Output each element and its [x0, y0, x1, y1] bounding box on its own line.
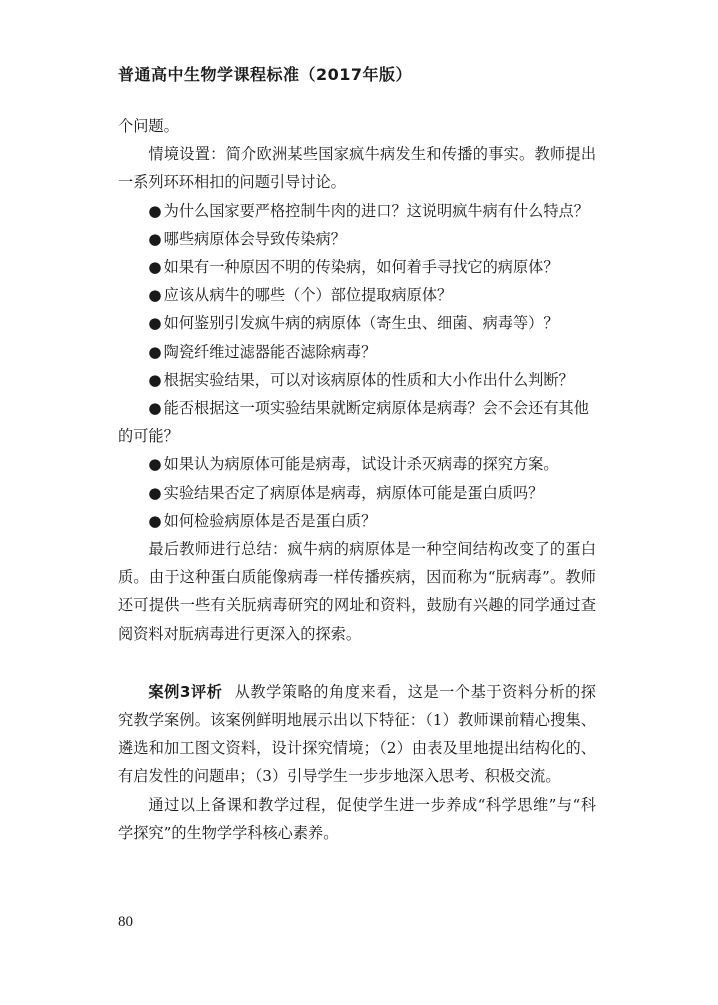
- bullet-icon: ●: [148, 314, 162, 333]
- scenario-paragraph: 情境设置：简介欧洲某些国家疯牛病发生和传播的事实。教师提出一系列环环相扣的问题引导讨论。: [118, 145, 596, 192]
- list-item: ● 陶瓷纤维过滤器能否滤除病毒？: [148, 342, 377, 361]
- conclusion-paragraph: 通过以上备课和教学过程，促使学生进一步养成“科学思维”与“科学探究”的生物学学科核心素养。: [118, 795, 596, 842]
- continuation-paragraph: 个问题。: [118, 117, 179, 135]
- page-content: [118, 112, 596, 847]
- bullet-icon: ●: [148, 511, 162, 530]
- bullet-icon: ●: [148, 258, 162, 277]
- bullet-icon: ●: [148, 370, 162, 389]
- section-gap: [118, 648, 596, 678]
- case-analysis-paragraph: [118, 678, 596, 791]
- list-item: ● 哪些病原体会导致传染病？: [148, 229, 346, 248]
- bullet-icon: ●: [148, 201, 162, 220]
- list-item: ● 如何鉴别引发疯牛病的病原体（寄生虫、细菌、病毒等）？: [148, 314, 559, 333]
- case-analysis-title: 案例3评析: [148, 682, 223, 701]
- list-item: ● 根据实验结果，可以对该病原体的性质和大小作出什么判断？: [148, 370, 574, 389]
- question-list: [118, 197, 596, 535]
- list-item: ● 如果认为病原体可能是病毒，试设计杀灭病毒的探究方案。: [148, 455, 559, 474]
- bullet-icon: ●: [148, 455, 162, 474]
- bullet-icon: ●: [148, 286, 162, 305]
- list-item: ● 为什么国家要严格控制牛肉的进口？这说明疯牛病有什么特点？: [148, 201, 589, 220]
- list-item: ● 如果有一种原因不明的传染病，如何着手寻找它的病原体？: [148, 258, 559, 277]
- bullet-icon: ●: [148, 342, 162, 361]
- list-item: ● 如何检验病原体是否是蛋白质？: [148, 511, 377, 530]
- page-number: 80: [118, 914, 133, 930]
- list-item: ● 应该从病牛的哪些（个）部位提取病原体？: [148, 286, 453, 305]
- bullet-icon: ●: [148, 483, 162, 502]
- list-item: ● 能否根据这一项实验结果就断定病原体是病毒？会不会还有其他的可能？: [118, 399, 589, 446]
- bullet-icon: ●: [148, 229, 162, 248]
- running-header: 普通高中生物学课程标准（2017年版）: [118, 65, 413, 84]
- summary-paragraph: 最后教师进行总结：疯牛病的病原体是一种空间结构改变了的蛋白质。由于这种蛋白质能像病毒一样传播疾病，因而称为“朊病毒”。教师还可提供一些有关朊病毒研究的网址和资料，鼓励有兴趣的同学通过查阅资料对朊病毒进行更深入的探索。: [118, 540, 596, 643]
- bullet-icon: ●: [148, 399, 162, 418]
- list-item: ● 实验结果否定了病原体是病毒，病原体可能是蛋白质吗？: [148, 483, 544, 502]
- case-analysis-text: 从教学策略的角度来看，这是一个基于资料分析的探究教学案例。该案例鲜明地展示出以下特征：（1）教师课前精心搜集、遴选和加工图文资料，设计探究情境；（2）由表及里地提出结构化的、有启发性的问题串；（3）引导学生一步步地深入思考、积极交流。: [118, 682, 596, 786]
